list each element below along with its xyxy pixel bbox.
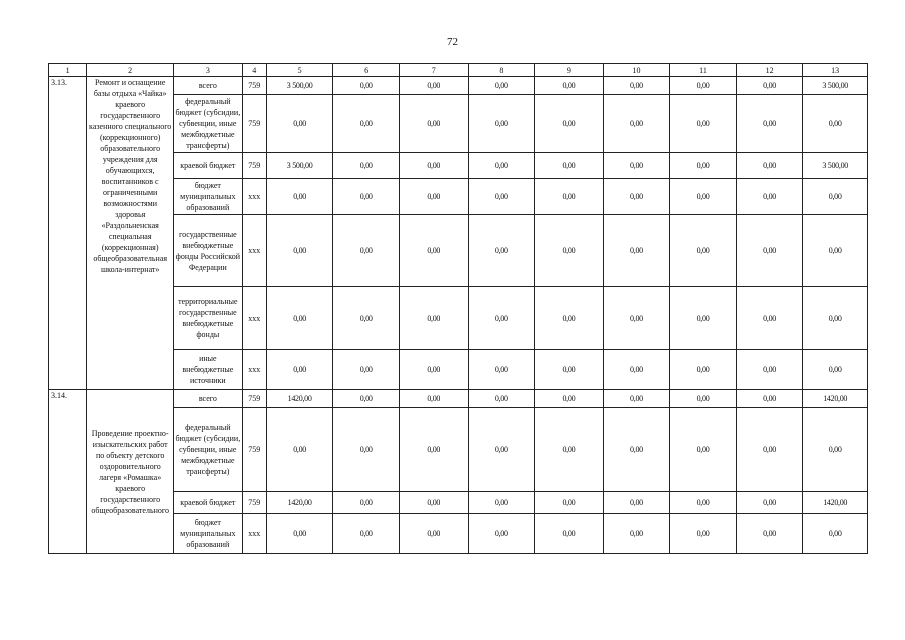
amount-cell: 0,00 xyxy=(803,350,868,390)
funding-source: бюджет муниципальных образований xyxy=(174,179,243,215)
amount-cell: 0,00 xyxy=(670,492,737,514)
table-row xyxy=(49,77,868,95)
header-row xyxy=(49,64,868,77)
funding-source: бюджет муниципальных образований xyxy=(174,514,243,554)
amount-cell: 0,00 xyxy=(468,492,535,514)
budget-code: ххх xyxy=(242,514,266,554)
amount-cell: 0,00 xyxy=(603,390,670,408)
amount-cell: 0,00 xyxy=(399,215,468,287)
page-number: 72 xyxy=(447,36,458,48)
funding-source: государственные внебюджетные фонды Российской Федерации xyxy=(174,215,243,287)
amount-cell: 0,00 xyxy=(603,153,670,179)
column-header: 4 xyxy=(242,64,266,77)
item-name: Проведение проектно-изыскательских работ по объекту детского оздоровительного лагеря «Ромашка» краевого государственного общеобразовательного xyxy=(87,390,174,554)
amount-cell: 0,00 xyxy=(266,408,333,492)
column-header: 13 xyxy=(803,64,868,77)
amount-cell: 0,00 xyxy=(535,215,604,287)
amount-cell: 0,00 xyxy=(266,514,333,554)
amount-cell: 0,00 xyxy=(736,153,803,179)
amount-cell: 0,00 xyxy=(736,215,803,287)
amount-cell: 0,00 xyxy=(803,287,868,350)
amount-cell: 0,00 xyxy=(670,179,737,215)
budget-code: ххх xyxy=(242,350,266,390)
funding-source: краевой бюджет xyxy=(174,492,243,514)
funding-source: краевой бюджет xyxy=(174,153,243,179)
amount-cell: 0,00 xyxy=(736,514,803,554)
amount-cell: 0,00 xyxy=(670,390,737,408)
budget-table xyxy=(48,63,868,554)
amount-cell: 0,00 xyxy=(736,408,803,492)
column-header: 10 xyxy=(603,64,670,77)
amount-cell: 0,00 xyxy=(333,77,400,95)
amount-cell: 0,00 xyxy=(468,215,535,287)
amount-cell: 0,00 xyxy=(736,95,803,153)
amount-cell: 0,00 xyxy=(399,77,468,95)
column-header: 2 xyxy=(87,64,174,77)
budget-code: 759 xyxy=(242,95,266,153)
amount-cell: 0,00 xyxy=(468,350,535,390)
amount-cell: 0,00 xyxy=(535,287,604,350)
budget-code: 759 xyxy=(242,153,266,179)
amount-cell: 0,00 xyxy=(535,95,604,153)
column-header: 5 xyxy=(266,64,333,77)
amount-cell: 0,00 xyxy=(736,390,803,408)
column-header: 11 xyxy=(670,64,737,77)
amount-cell: 0,00 xyxy=(333,215,400,287)
amount-cell: 0,00 xyxy=(535,408,604,492)
table-row xyxy=(49,390,868,408)
amount-cell: 0,00 xyxy=(603,350,670,390)
amount-cell: 1420,00 xyxy=(803,492,868,514)
amount-cell: 0,00 xyxy=(468,390,535,408)
amount-cell: 0,00 xyxy=(670,287,737,350)
column-header: 6 xyxy=(333,64,400,77)
column-header: 7 xyxy=(399,64,468,77)
amount-cell: 0,00 xyxy=(670,215,737,287)
funding-source: федеральный бюджет (субсидии, субвенции, иные межбюджетные трансферты) xyxy=(174,95,243,153)
amount-cell: 0,00 xyxy=(603,95,670,153)
amount-cell: 0,00 xyxy=(803,215,868,287)
amount-cell: 0,00 xyxy=(333,390,400,408)
amount-cell: 0,00 xyxy=(333,492,400,514)
amount-cell: 0,00 xyxy=(736,179,803,215)
funding-source: всего xyxy=(174,77,243,95)
amount-cell: 0,00 xyxy=(803,514,868,554)
amount-cell: 0,00 xyxy=(535,390,604,408)
amount-cell: 0,00 xyxy=(333,350,400,390)
budget-code: ххх xyxy=(242,287,266,350)
amount-cell: 0,00 xyxy=(399,408,468,492)
amount-cell: 0,00 xyxy=(399,95,468,153)
amount-cell: 0,00 xyxy=(535,179,604,215)
funding-source: территориальные государственные внебюджетные фонды xyxy=(174,287,243,350)
amount-cell: 0,00 xyxy=(535,77,604,95)
budget-code: 759 xyxy=(242,390,266,408)
amount-cell: 0,00 xyxy=(399,179,468,215)
amount-cell: 0,00 xyxy=(399,153,468,179)
amount-cell: 0,00 xyxy=(603,215,670,287)
amount-cell: 0,00 xyxy=(670,77,737,95)
amount-cell: 0,00 xyxy=(670,95,737,153)
amount-cell: 0,00 xyxy=(333,287,400,350)
amount-cell: 1420,00 xyxy=(803,390,868,408)
column-header: 3 xyxy=(174,64,243,77)
amount-cell: 0,00 xyxy=(399,350,468,390)
funding-source: иные внебюджетные источники xyxy=(174,350,243,390)
budget-code: 759 xyxy=(242,408,266,492)
column-header: 12 xyxy=(736,64,803,77)
amount-cell: 0,00 xyxy=(736,77,803,95)
amount-cell: 0,00 xyxy=(736,492,803,514)
column-header: 9 xyxy=(535,64,604,77)
amount-cell: 0,00 xyxy=(803,179,868,215)
funding-source: федеральный бюджет (субсидии, субвенции, иные межбюджетные трансферты) xyxy=(174,408,243,492)
amount-cell: 0,00 xyxy=(468,287,535,350)
amount-cell: 0,00 xyxy=(803,408,868,492)
amount-cell: 3 500,00 xyxy=(266,153,333,179)
amount-cell: 0,00 xyxy=(333,179,400,215)
amount-cell: 0,00 xyxy=(736,287,803,350)
amount-cell: 0,00 xyxy=(468,408,535,492)
amount-cell: 0,00 xyxy=(535,492,604,514)
amount-cell: 0,00 xyxy=(266,215,333,287)
amount-cell: 0,00 xyxy=(603,77,670,95)
amount-cell: 0,00 xyxy=(468,153,535,179)
amount-cell: 0,00 xyxy=(333,514,400,554)
amount-cell: 0,00 xyxy=(266,179,333,215)
item-number: 3.14. xyxy=(49,390,87,554)
amount-cell: 3 500,00 xyxy=(803,77,868,95)
column-header: 8 xyxy=(468,64,535,77)
amount-cell: 0,00 xyxy=(468,77,535,95)
amount-cell: 0,00 xyxy=(399,287,468,350)
funding-source: всего xyxy=(174,390,243,408)
amount-cell: 0,00 xyxy=(399,390,468,408)
amount-cell: 0,00 xyxy=(670,153,737,179)
amount-cell: 1420,00 xyxy=(266,492,333,514)
amount-cell: 0,00 xyxy=(603,287,670,350)
item-number: 3.13. xyxy=(49,77,87,390)
amount-cell: 0,00 xyxy=(670,408,737,492)
budget-code: 759 xyxy=(242,492,266,514)
amount-cell: 0,00 xyxy=(603,492,670,514)
amount-cell: 0,00 xyxy=(736,350,803,390)
amount-cell: 0,00 xyxy=(333,408,400,492)
amount-cell: 0,00 xyxy=(333,153,400,179)
amount-cell: 0,00 xyxy=(266,287,333,350)
amount-cell: 0,00 xyxy=(535,350,604,390)
amount-cell: 0,00 xyxy=(535,514,604,554)
amount-cell: 0,00 xyxy=(266,350,333,390)
amount-cell: 0,00 xyxy=(468,179,535,215)
amount-cell: 0,00 xyxy=(603,514,670,554)
amount-cell: 0,00 xyxy=(535,153,604,179)
budget-code: ххх xyxy=(242,215,266,287)
budget-code: 759 xyxy=(242,77,266,95)
amount-cell: 0,00 xyxy=(603,408,670,492)
amount-cell: 0,00 xyxy=(603,179,670,215)
amount-cell: 0,00 xyxy=(266,95,333,153)
amount-cell: 0,00 xyxy=(670,514,737,554)
amount-cell: 0,00 xyxy=(399,514,468,554)
amount-cell: 0,00 xyxy=(468,95,535,153)
budget-code: ххх xyxy=(242,179,266,215)
item-name: Ремонт и оснащение базы отдыха «Чайка» краевого государственного казенного специального (коррекционного) образовательного учреждения для обучающихся, воспитанников с ограниченными возможностями здоровья «Раздольненская специальная (коррекционная) общеобразовательная школа-интернат» xyxy=(87,77,174,390)
amount-cell: 3 500,00 xyxy=(803,153,868,179)
column-header: 1 xyxy=(49,64,87,77)
amount-cell: 3 500,00 xyxy=(266,77,333,95)
amount-cell: 0,00 xyxy=(468,514,535,554)
amount-cell: 0,00 xyxy=(333,95,400,153)
amount-cell: 1420,00 xyxy=(266,390,333,408)
amount-cell: 0,00 xyxy=(670,350,737,390)
amount-cell: 0,00 xyxy=(803,95,868,153)
amount-cell: 0,00 xyxy=(399,492,468,514)
